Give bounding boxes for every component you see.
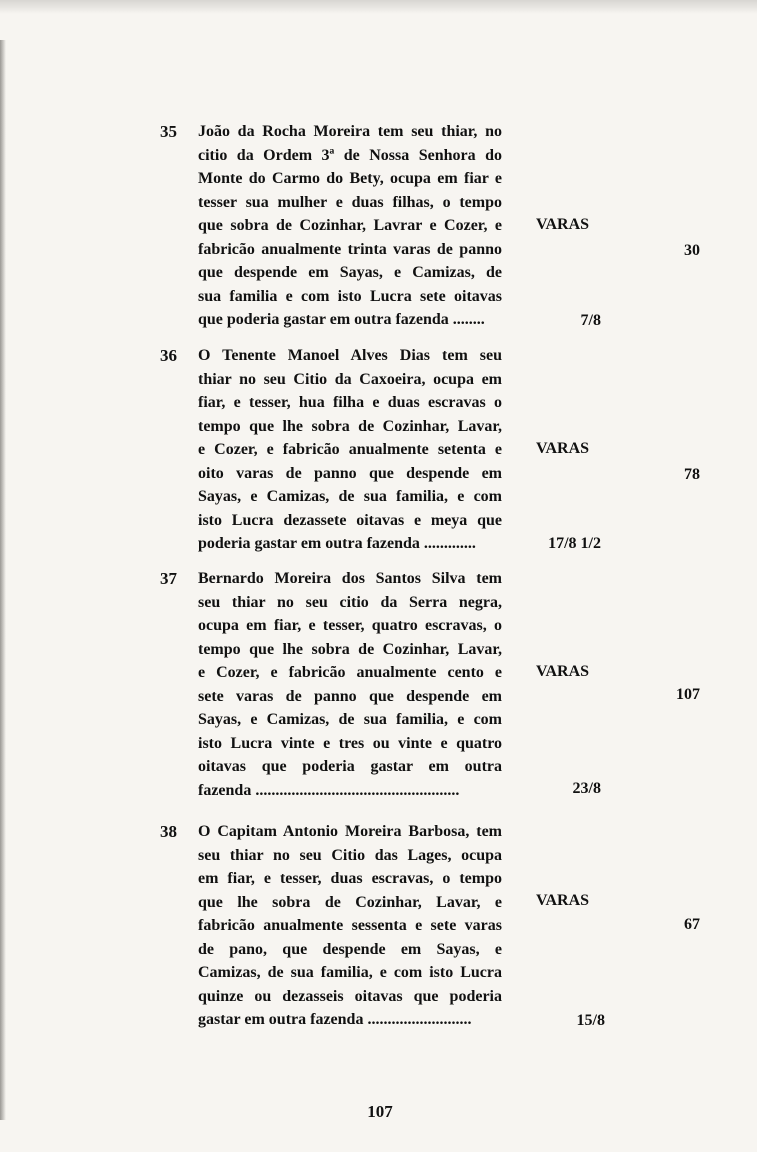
text-line: fazenda ................................................... <box>198 781 460 799</box>
text-line: de pano, que despende em Sayas, e <box>198 940 502 958</box>
text-line: oitavas que poderia gastar em outra <box>198 758 502 775</box>
text-line: que lhe sobra de Cozinhar, Lavar, e <box>198 893 502 911</box>
text-line: Sayas, e Camizas, de sua familia, e com <box>198 488 502 505</box>
entry-number: 37 <box>160 569 177 588</box>
text-line: quinze ou dezasseis oitavas que poderia <box>198 987 502 1005</box>
text-line: sua familia e com isto Lucra sete oitavas <box>198 287 502 305</box>
unit-label: VARAS <box>536 892 590 909</box>
text-line: isto Lucra dezassete oitavas e meya que <box>198 511 502 529</box>
text-line: isto Lucra vinte e tres ou vinte e quatro <box>198 734 502 752</box>
text-line: que poderia gastar em outra fazenda ........ <box>198 311 485 328</box>
text-line: que despende em Sayas, e Camizas, de <box>198 264 502 281</box>
total-value: 107 <box>676 686 700 703</box>
text-line: e Cozer, e fabricão anualmente cento e <box>198 664 502 681</box>
text-line: em fiar, e tesser, duas escravas, o tempo <box>198 870 502 887</box>
text-line: oito varas de panno que despende em <box>198 464 502 482</box>
text-line: fiar, e tesser, hua filha e duas escravas o <box>198 394 502 411</box>
text-line: Sayas, e Camizas, de sua familia, e com <box>198 711 502 728</box>
text-line: thiar no seu Citio da Caxoeira, ocupa em <box>198 370 502 388</box>
text-line: e Cozer, e fabricão anualmente setenta e <box>198 441 502 458</box>
entry-text <box>198 120 502 332</box>
text-line: O Capitam Antonio Moreira Barbosa, tem <box>198 823 502 840</box>
entry-number: 35 <box>160 122 177 141</box>
total-value: 30 <box>684 242 700 259</box>
text-line: ocupa em fiar, e tesser, quatro escravas, o <box>198 617 502 634</box>
text-line: tempo que lhe sobra de Cozinhar, Lavar, <box>198 640 502 658</box>
text-line: sete varas de panno que despende em <box>198 687 502 705</box>
text-line: seu thiar no seu citio da Serra negra, <box>198 593 502 611</box>
text-line: Camizas, de sua familia, e com isto Lucra <box>198 964 502 981</box>
total-value: 78 <box>684 466 700 483</box>
entry-text <box>198 344 502 556</box>
text-line: tesser sua mulher e duas filhas, o tempo <box>198 193 502 211</box>
scan-edge-top <box>0 0 757 14</box>
oitavas-value: 15/8 <box>576 1012 605 1029</box>
text-line: que sobra de Cozinhar, Lavrar e Cozer, e <box>198 217 502 234</box>
scan-edge-left <box>0 40 6 1120</box>
entry-number: 36 <box>160 346 177 365</box>
entry-text <box>198 820 502 1032</box>
entry-number: 38 <box>160 822 177 841</box>
text-line: fabricão anualmente trinta varas de panno <box>198 240 502 258</box>
unit-label: VARAS <box>536 216 590 233</box>
text-line: citio da Ordem 3ª de Nossa Senhora do <box>198 146 502 164</box>
oitavas-value: 23/8 <box>572 780 601 797</box>
text-line: tempo que lhe sobra de Cozinhar, Lavar, <box>198 417 502 435</box>
oitavas-value: 17/8 1/2 <box>548 535 601 552</box>
oitavas-value: 7/8 <box>580 312 601 329</box>
text-line: fabricão anualmente sessenta e sete varas <box>198 917 502 934</box>
text-line: O Tenente Manoel Alves Dias tem seu <box>198 347 502 364</box>
text-line: seu thiar no seu Citio das Lages, ocupa <box>198 846 502 864</box>
text-line: João da Rocha Moreira tem seu thiar, no <box>198 123 502 140</box>
entry-text <box>198 567 502 802</box>
unit-label: VARAS <box>536 440 590 457</box>
text-line: gastar em outra fazenda .......................... <box>198 1011 472 1028</box>
page-number: 107 <box>367 1102 393 1121</box>
total-value: 67 <box>684 916 700 933</box>
text-line: Bernardo Moreira dos Santos Silva tem <box>198 570 502 587</box>
unit-label: VARAS <box>536 663 590 680</box>
text-line: poderia gastar em outra fazenda ............. <box>198 535 476 552</box>
text-line: Monte do Carmo do Bety, ocupa em fiar e <box>198 170 502 187</box>
